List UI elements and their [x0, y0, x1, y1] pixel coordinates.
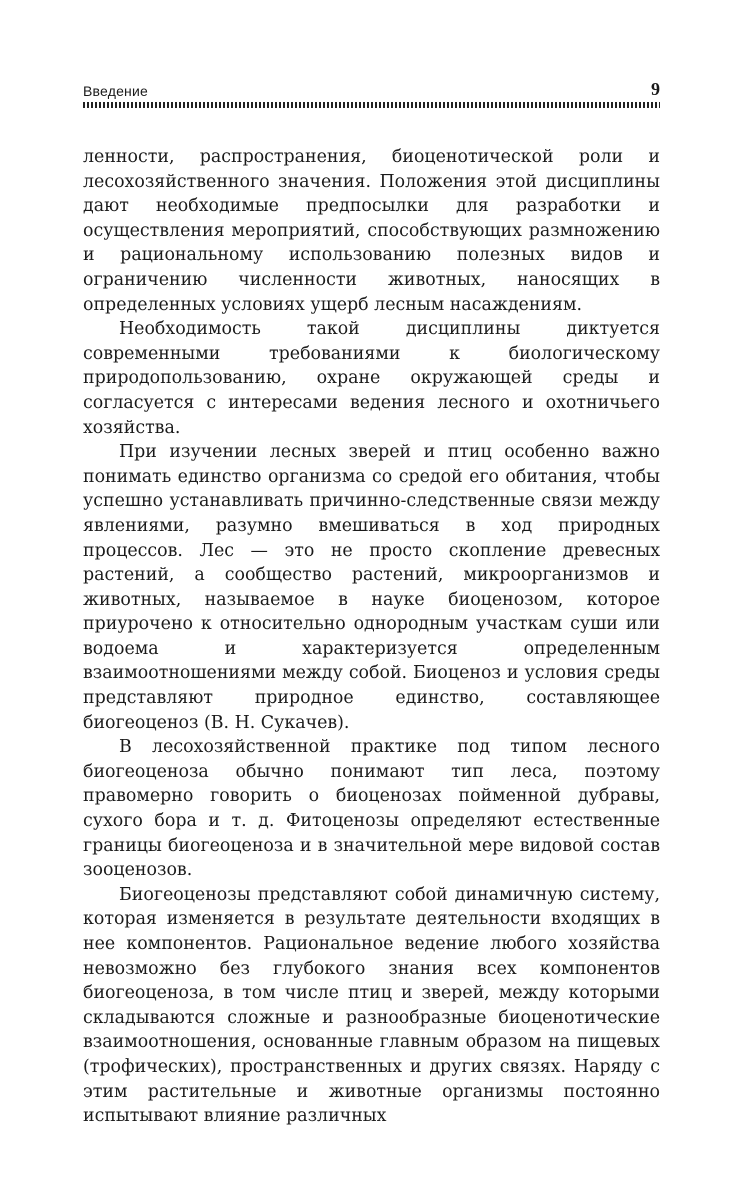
body-text [83, 145, 660, 1129]
book-page [83, 0, 660, 1182]
paragraph-4: В лесохозяйственной практике под типом лесного биогеоценоза обычно понимают тип леса, поэтому правомерно говорить о биоценозах пойменной дубравы, сухого бора и т. д. Фитоценозы определяют естественные границы биогеоценоза и в значительной мере видовой состав зооценозов. [83, 737, 660, 881]
paragraph-2: Необходимость такой дисциплины диктуется современными требованиями к биологическому природопользованию, охране окружающей среды и согласуется с интересами ведения лесного и охотничьего хозяйства. [83, 319, 660, 438]
paragraph-3: При изучении лесных зверей и птиц особенно важно понимать единство организма со средой его обитания, чтобы успешно устанавливать причинно-следственные связи между явлениями, разумно вмешиваться в ход природных процессов. Лес — это не просто скопление древесных растений, а сообщество растений, микроорганизмов и животных, называемое в науке биоценозом, которое приурочено к относительно однородным участкам суши или водоема и характеризуется определенным взаимоотношениями между собой. Биоценоз и условия среды представляют природное единство, составляющее биогеоценоз (В. Н. Сукачев). [83, 442, 660, 733]
page-number: 9 [651, 79, 660, 99]
paragraph-1: ленности, распространения, биоценотической роли и лесохозяйственного значения. Положения этой дисциплины дают необходимые предпосылки для разработки и осуществления мероприятий, способствующих размножению и рациональному использованию полезных видов и ограничению численности животных, наносящих в определенных условиях ущерб лесным насаждениям. [83, 147, 660, 315]
running-header [83, 81, 660, 99]
header-rule [83, 102, 660, 108]
section-title: Введение [83, 83, 148, 99]
paragraph-5: Биогеоценозы представляют собой динамичную систему, которая изменяется в результате деятельности входящих в нее компонентов. Рациональное ведение любого хозяйства невозможно без глубокого знания всех компонентов биогеоценоза, в том числе птиц и зверей, между которыми складываются сложные и разнообразные биоценотические взаимоотношения, основанные главным образом на пищевых (трофических), пространственных и других связях. Наряду с этим растительные и животные организмы постоянно испытывают влияние различных [83, 884, 660, 1127]
